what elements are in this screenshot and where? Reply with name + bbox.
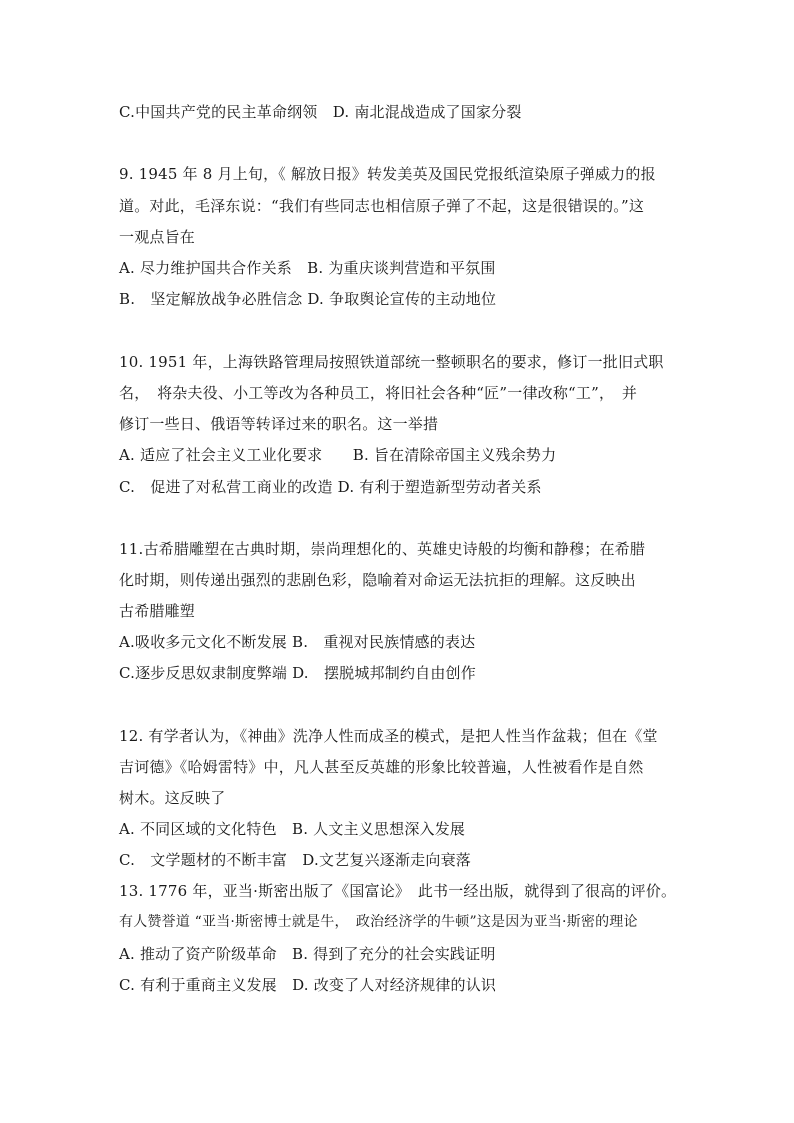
q10-options-cd: C. 促进了对私营工商业的改造 D. 有利于塑造新型劳动者关系 bbox=[119, 478, 542, 496]
q12-stem-line-2: 吉诃德》《哈姆雷特》中，凡人甚至反英雄的形象比较普遍，人性被看作是自然 bbox=[119, 758, 644, 776]
q9-stem-line-3: 一观点旨在 bbox=[119, 228, 196, 246]
q10-stem-line-1: 10. 1951 年，上海铁路管理局按照铁道部统一整顿职名的要求，修订一批旧式职 bbox=[119, 353, 664, 371]
q9-options-cd: B. 坚定解放战争必胜信念 D. 争取舆论宣传的主动地位 bbox=[119, 290, 497, 308]
q10-options-ab: A. 适应了社会主义工业化要求 B. 旨在清除帝国主义残余势力 bbox=[119, 446, 557, 464]
q9-stem-line-2: 道。对此，毛泽东说：“我们有些同志也相信原子弹了不起，这是很错误的。”这 bbox=[119, 197, 645, 215]
q11-stem-line-3: 古希腊雕塑 bbox=[119, 602, 196, 620]
q12-stem-line-1: 12. 有学者认为，《神曲》洗净人性而成圣的模式，是把人性当作盆栽；但在《堂 bbox=[119, 727, 658, 745]
q9-stem-line-1: 9. 1945 年 8 月上旬，《 解放日报》转发美英及国民党报纸渲染原子弹威力的报 bbox=[119, 165, 656, 183]
q11-options-ab: A.吸收多元文化不断发展 B. 重视对民族情感的表达 bbox=[119, 633, 476, 651]
q13-stem-line-1: 13. 1776 年，亚当·斯密出版了《国富论》 此书一经出版，就得到了很高的评价。 bbox=[119, 882, 677, 900]
q8-options-cd: C.中国共产党的民主革命纲领 D. 南北混战造成了国家分裂 bbox=[119, 103, 522, 121]
q11-options-cd: C.逐步反思奴隶制度弊端 D. 摆脱城邦制约自由创作 bbox=[119, 664, 476, 682]
q10-stem-line-2: 名， 将杂夫役、小工等改为各种员工，将旧社会各种“匠”一律改称“工”， 并 bbox=[119, 384, 638, 402]
q10-stem-line-3: 修订一些日、俄语等转译过来的职名。这一举措 bbox=[119, 415, 439, 433]
q12-options-cd: C. 文学题材的不断丰富 D.文艺复兴逐渐走向衰落 bbox=[119, 851, 471, 869]
q13-options-cd: C. 有利于重商主义发展 D. 改变了人对经济规律的认识 bbox=[119, 976, 497, 994]
q9-options-ab: A. 尽力维护国共合作关系 B. 为重庆谈判营造和平氛围 bbox=[119, 259, 496, 277]
q12-stem-line-3: 树木。这反映了 bbox=[119, 789, 226, 807]
q11-stem-line-2: 化时期，则传递出强烈的悲剧色彩，隐喻着对命运无法抗拒的理解。这反映出 bbox=[119, 571, 636, 589]
q13-options-ab: A. 推动了资产阶级革命 B. 得到了充分的社会实践证明 bbox=[119, 945, 496, 963]
q11-stem-line-1: 11.古希腊雕塑在古典时期，崇尚理想化的、英雄史诗般的均衡和静穆；在希腊 bbox=[119, 540, 646, 558]
q12-options-ab: A. 不同区域的文化特色 B. 人文主义思想深入发展 bbox=[119, 820, 466, 838]
q13-stem-line-2: 有人赞誉道 “亚当·斯密博士就是牛， 政治经济学的牛顿”这是因为亚当·斯密的理论 bbox=[119, 914, 638, 930]
